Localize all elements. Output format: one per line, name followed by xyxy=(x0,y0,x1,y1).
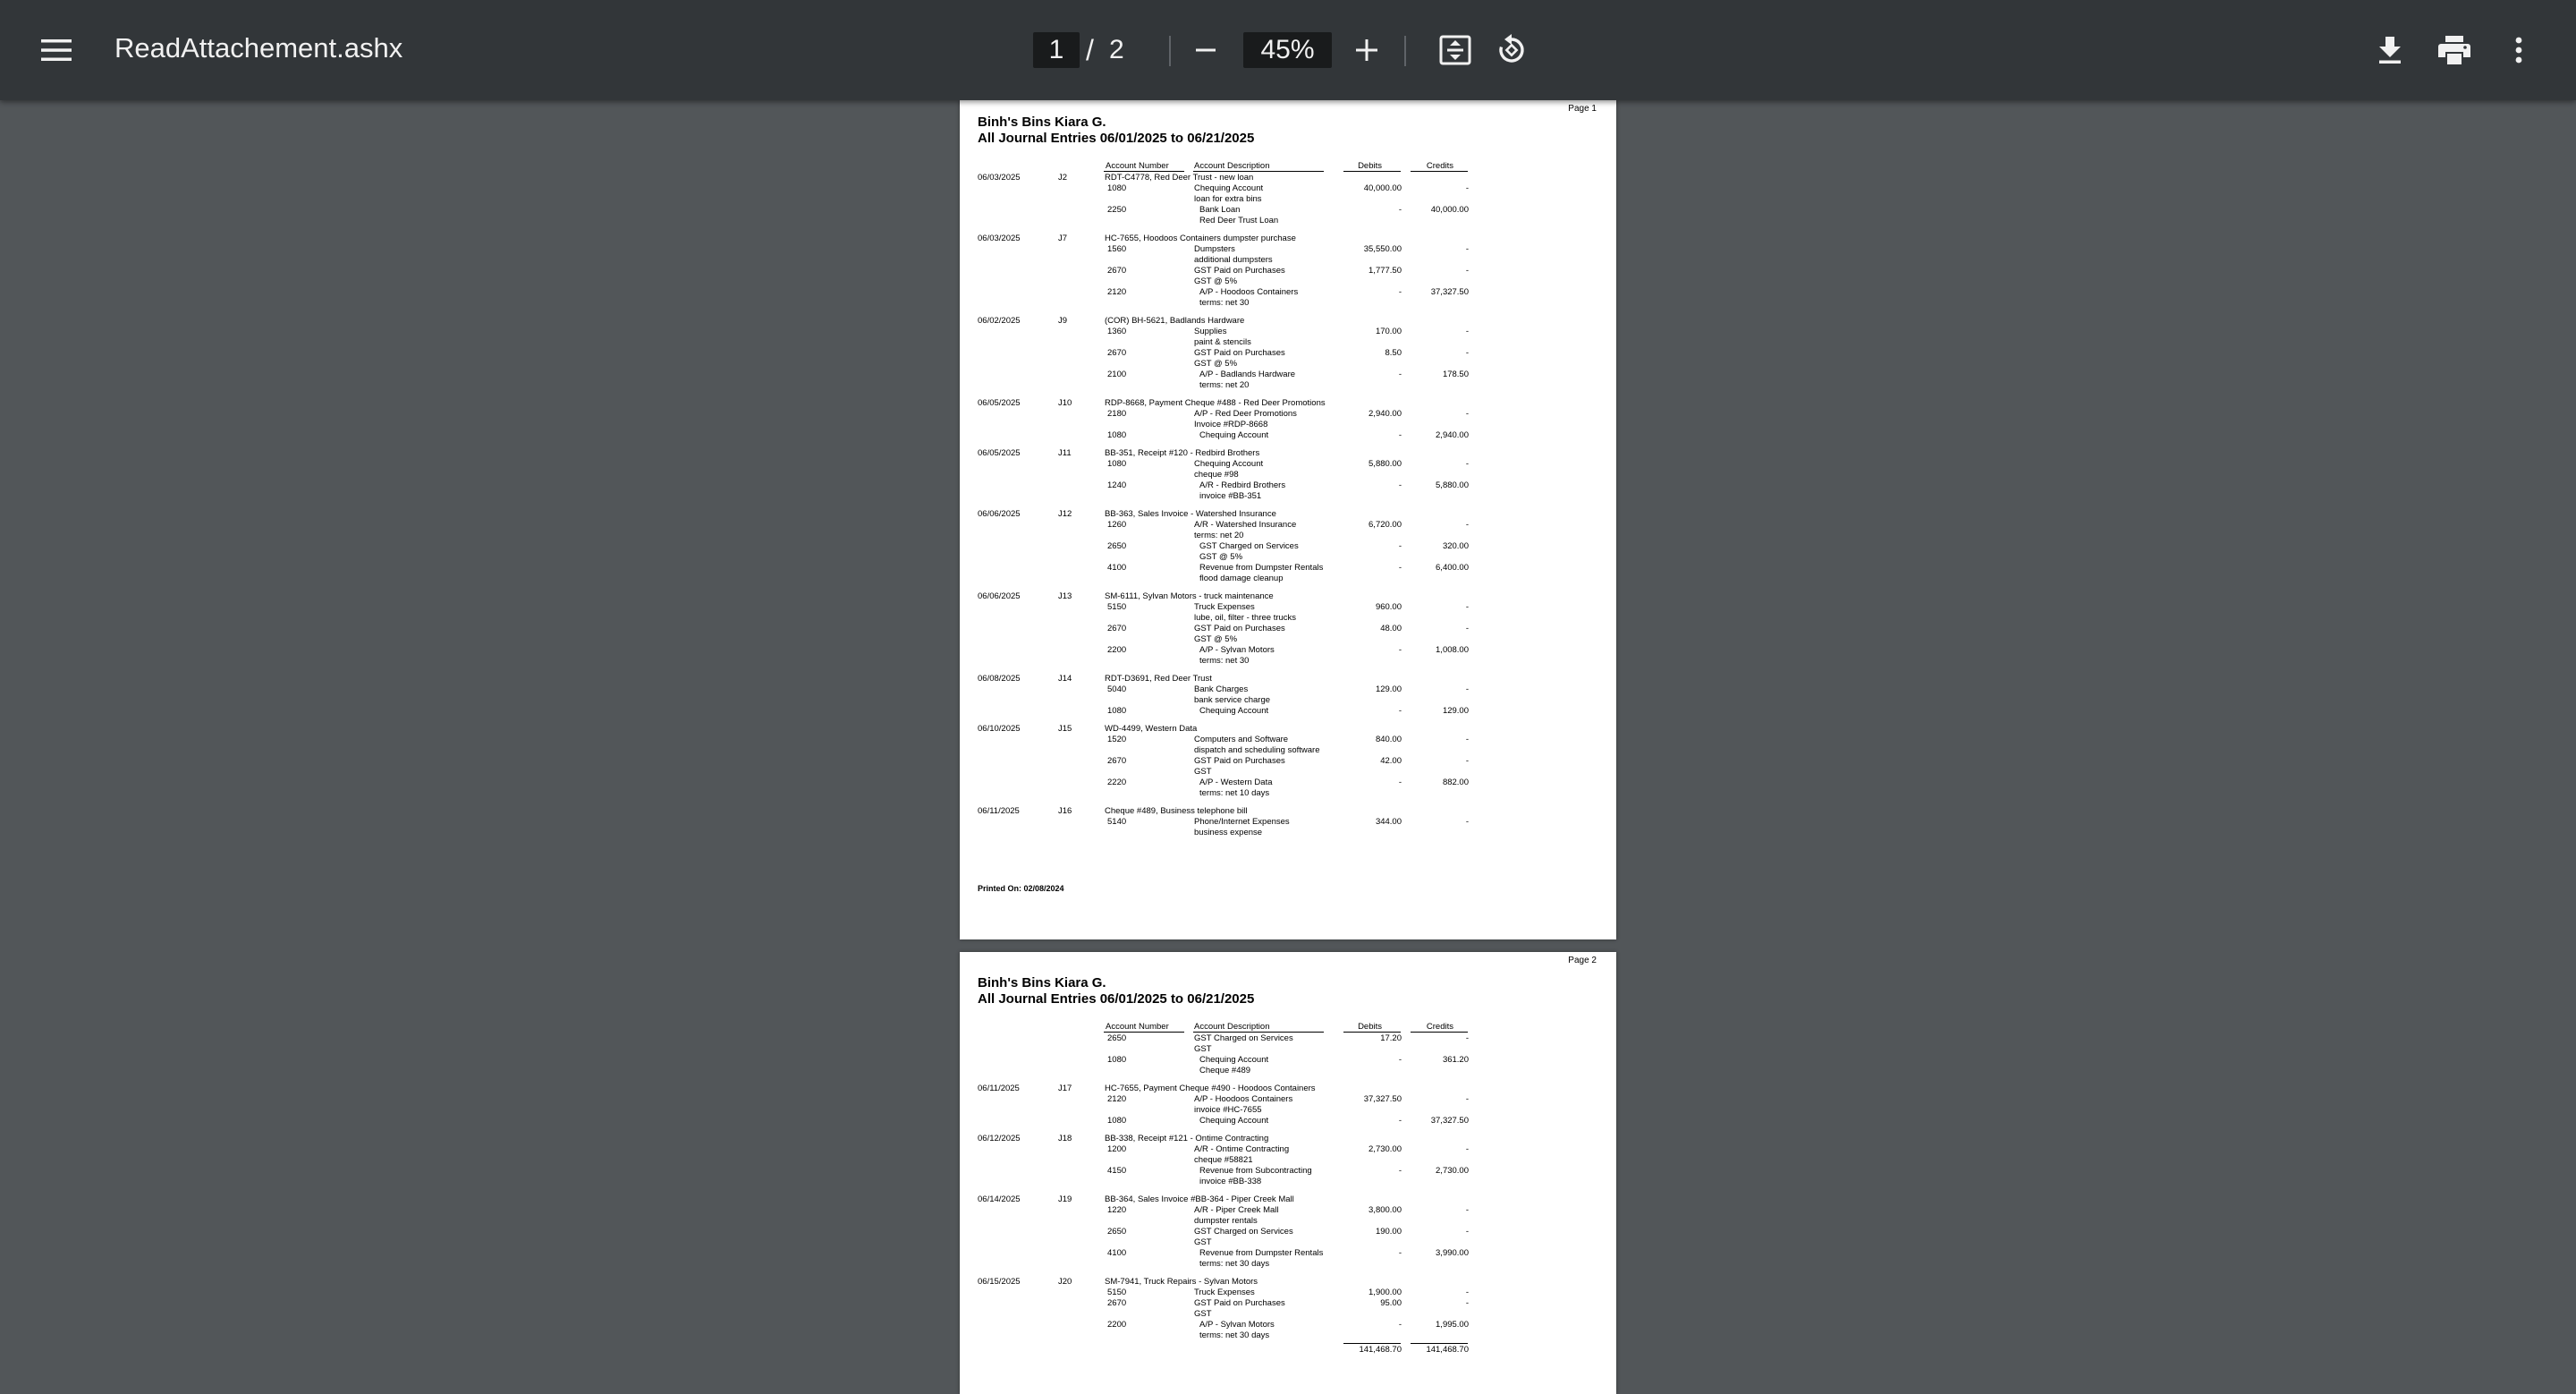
entry-description: BB-364, Sales Invoice #BB-364 - Piper Creek Mall xyxy=(1105,1194,1294,1204)
account-name: GST Paid on Purchases xyxy=(1194,1298,1285,1308)
debit-amount: 17.20 xyxy=(1380,1033,1402,1043)
debit-amount: 42.00 xyxy=(1380,756,1402,766)
debit-amount: - xyxy=(1398,1248,1402,1258)
account-name: Revenue from Dumpster Rentals xyxy=(1199,1248,1324,1258)
line-note: GST @ 5% xyxy=(1194,276,1238,286)
account-number: 1080 xyxy=(1107,183,1127,193)
debit-amount: - xyxy=(1398,370,1402,379)
account-number: 4150 xyxy=(1107,1166,1127,1176)
entry-description: WD-4499, Western Data xyxy=(1105,724,1198,734)
col-header-account-number: Account Number xyxy=(1106,1022,1169,1032)
debit-amount: 2,730.00 xyxy=(1368,1144,1402,1154)
credit-amount: 5,880.00 xyxy=(1436,480,1469,490)
entry-id: J9 xyxy=(1058,316,1068,326)
debit-amount: 840.00 xyxy=(1375,735,1402,744)
line-note: terms: net 20 xyxy=(1199,380,1250,390)
credit-amount: 1,995.00 xyxy=(1436,1320,1469,1330)
total-debits: 141,468.70 xyxy=(1359,1345,1402,1355)
debit-amount: 129.00 xyxy=(1375,684,1402,694)
debit-amount: 2,940.00 xyxy=(1368,409,1402,419)
account-number: 1240 xyxy=(1107,480,1127,490)
credit-amount: 37,327.50 xyxy=(1430,1116,1469,1126)
account-name: Phone/Internet Expenses xyxy=(1194,817,1290,827)
account-number: 5140 xyxy=(1107,817,1127,827)
account-name: Supplies xyxy=(1194,327,1227,336)
entry-date: 06/03/2025 xyxy=(978,173,1021,183)
zoom-level-input[interactable]: 45% xyxy=(1243,32,1332,68)
line-note: Invoice #RDP-8668 xyxy=(1194,420,1268,429)
account-number: 2670 xyxy=(1107,1298,1127,1308)
debit-amount: 1,900.00 xyxy=(1368,1288,1402,1297)
line-note: lube, oil, filter - three trucks xyxy=(1194,613,1297,623)
col-header-credits: Credits xyxy=(1426,1022,1453,1032)
account-name: GST Charged on Services xyxy=(1194,1033,1293,1043)
account-name: A/R - Redbird Brothers xyxy=(1199,480,1286,490)
account-number: 1260 xyxy=(1107,520,1127,530)
account-name: Bank Charges xyxy=(1194,684,1249,694)
line-note: invoice #BB-351 xyxy=(1199,491,1262,501)
column-underline xyxy=(1411,1032,1468,1033)
rotate-button[interactable] xyxy=(1489,29,1534,72)
column-underline xyxy=(1104,1032,1184,1033)
entry-date: 06/11/2025 xyxy=(978,1084,1020,1093)
pdf-page-1 xyxy=(960,100,1616,939)
zoom-in-button[interactable] xyxy=(1346,30,1387,70)
line-note: Red Deer Trust Loan xyxy=(1199,216,1279,225)
debit-amount: 48.00 xyxy=(1380,624,1402,633)
account-name: Dumpsters xyxy=(1194,244,1235,254)
account-name: A/R - Watershed Insurance xyxy=(1194,520,1297,530)
entry-date: 06/06/2025 xyxy=(978,591,1021,601)
entry-description: BB-351, Receipt #120 - Redbird Brothers xyxy=(1105,448,1260,458)
fit-page-icon xyxy=(1439,35,1471,65)
credit-amount: - xyxy=(1465,1094,1469,1104)
print-icon xyxy=(2438,36,2470,64)
debit-amount: - xyxy=(1398,480,1402,490)
account-name: Chequing Account xyxy=(1199,1116,1269,1126)
credit-amount: - xyxy=(1465,756,1469,766)
entry-id: J20 xyxy=(1058,1277,1072,1287)
fit-to-page-button[interactable] xyxy=(1433,29,1478,72)
credit-amount: - xyxy=(1465,1227,1469,1237)
account-name: Truck Expenses xyxy=(1194,1288,1255,1297)
line-note: GST xyxy=(1194,1309,1212,1319)
debit-amount: 5,880.00 xyxy=(1368,459,1402,469)
line-note: paint & stencils xyxy=(1194,337,1251,347)
debit-amount: 190.00 xyxy=(1375,1227,1402,1237)
credit-amount: - xyxy=(1465,1033,1469,1043)
printed-on: Printed On: 02/08/2024 xyxy=(978,884,1064,893)
entry-date: 06/06/2025 xyxy=(978,509,1021,519)
credit-amount: 361.20 xyxy=(1442,1055,1469,1065)
account-name: GST Paid on Purchases xyxy=(1194,624,1285,633)
col-header-debits: Debits xyxy=(1358,1022,1382,1032)
account-name: Revenue from Dumpster Rentals xyxy=(1199,563,1324,573)
debit-amount: 40,000.00 xyxy=(1363,183,1402,193)
debit-amount: 6,720.00 xyxy=(1368,520,1402,530)
line-note: flood damage cleanup xyxy=(1199,574,1284,583)
print-button[interactable] xyxy=(2431,29,2478,72)
column-underline xyxy=(1343,1343,1401,1344)
debit-amount: 3,800.00 xyxy=(1368,1205,1402,1215)
column-underline xyxy=(1343,1032,1401,1033)
entry-description: RDT-C4778, Red Deer Trust - new loan xyxy=(1105,173,1254,183)
account-number: 5150 xyxy=(1107,602,1127,612)
download-icon xyxy=(2377,36,2402,64)
rotate-icon xyxy=(1495,33,1529,67)
entry-id: J13 xyxy=(1058,591,1072,601)
account-name: Revenue from Subcontracting xyxy=(1199,1166,1312,1176)
account-number: 2220 xyxy=(1107,778,1127,787)
menu-button[interactable] xyxy=(34,28,79,72)
credit-amount: - xyxy=(1465,266,1469,276)
line-note: GST xyxy=(1194,1044,1212,1054)
account-number: 2120 xyxy=(1107,287,1127,297)
account-number: 1080 xyxy=(1107,459,1127,469)
credit-amount: - xyxy=(1465,459,1469,469)
account-number: 1560 xyxy=(1107,244,1127,254)
col-header-account-description: Account Description xyxy=(1194,161,1270,171)
debit-amount: 170.00 xyxy=(1375,327,1402,336)
pdf-toolbar xyxy=(0,0,2576,100)
credit-amount: 1,008.00 xyxy=(1436,645,1469,655)
account-name: A/P - Hoodoos Containers xyxy=(1199,287,1299,297)
debit-amount: - xyxy=(1398,778,1402,787)
line-note: terms: net 30 days xyxy=(1199,1330,1270,1340)
zoom-in-icon xyxy=(1355,38,1378,62)
line-note: Cheque #489 xyxy=(1199,1066,1251,1075)
zoom-out-icon xyxy=(1195,39,1216,61)
zoom-out-button[interactable] xyxy=(1185,30,1226,70)
page-total: 2 xyxy=(1109,35,1124,64)
account-name: A/R - Ontime Contracting xyxy=(1194,1144,1290,1154)
debit-amount: - xyxy=(1398,1116,1402,1126)
account-number: 1220 xyxy=(1107,1205,1127,1215)
account-number: 2650 xyxy=(1107,1227,1127,1237)
entry-id: J18 xyxy=(1058,1134,1072,1143)
entry-id: J15 xyxy=(1058,724,1072,734)
entry-id: J16 xyxy=(1058,806,1072,816)
credit-amount: - xyxy=(1465,1205,1469,1215)
credit-amount: - xyxy=(1465,409,1469,419)
account-number: 1080 xyxy=(1107,706,1127,716)
account-name: GST Charged on Services xyxy=(1199,541,1299,551)
account-number: 4100 xyxy=(1107,1248,1127,1258)
report-subtitle: All Journal Entries 06/01/2025 to 06/21/2025 xyxy=(978,991,1255,1007)
credit-amount: - xyxy=(1465,1288,1469,1297)
entry-id: J2 xyxy=(1058,173,1068,183)
line-note: dumpster rentals xyxy=(1194,1216,1258,1226)
account-name: A/P - Hoodoos Containers xyxy=(1194,1094,1293,1104)
entry-description: SM-6111, Sylvan Motors - truck maintenance xyxy=(1105,591,1274,601)
column-underline xyxy=(1343,171,1401,172)
col-header-credits: Credits xyxy=(1426,161,1453,171)
debit-amount: - xyxy=(1398,287,1402,297)
entry-description: HC-7655, Hoodoos Containers dumpster purchase xyxy=(1105,234,1296,243)
line-note: additional dumpsters xyxy=(1194,255,1273,265)
account-number: 2670 xyxy=(1107,624,1127,633)
line-note: cheque #98 xyxy=(1194,470,1239,480)
line-note: invoice #BB-338 xyxy=(1199,1177,1262,1186)
debit-amount: 960.00 xyxy=(1375,602,1402,612)
entry-id: J19 xyxy=(1058,1194,1072,1204)
credit-amount: - xyxy=(1465,735,1469,744)
credit-amount: - xyxy=(1465,684,1469,694)
toolbar-divider xyxy=(1169,36,1171,66)
entry-description: HC-7655, Payment Cheque #490 - Hoodoos Containers xyxy=(1105,1084,1316,1093)
page-number-label: Page 2 xyxy=(1568,956,1597,965)
line-note: invoice #HC-7655 xyxy=(1194,1105,1262,1115)
entry-id: J10 xyxy=(1058,398,1072,408)
account-number: 2650 xyxy=(1107,541,1127,551)
account-number: 1080 xyxy=(1107,430,1127,440)
col-header-debits: Debits xyxy=(1358,161,1382,171)
line-note: GST @ 5% xyxy=(1194,359,1238,369)
report-subtitle: All Journal Entries 06/01/2025 to 06/21/2025 xyxy=(978,131,1255,146)
line-note: terms: net 10 days xyxy=(1199,788,1270,798)
credit-amount: 3,990.00 xyxy=(1436,1248,1469,1258)
debit-amount: 37,327.50 xyxy=(1363,1094,1402,1104)
credit-amount: 2,730.00 xyxy=(1436,1166,1469,1176)
debit-amount: - xyxy=(1398,205,1402,215)
account-number: 2670 xyxy=(1107,348,1127,358)
account-number: 2650 xyxy=(1107,1033,1127,1043)
entry-description: RDT-D3691, Red Deer Trust xyxy=(1105,674,1212,684)
line-note: terms: net 30 xyxy=(1199,298,1250,308)
report-company: Binh's Bins Kiara G. xyxy=(978,115,1106,130)
col-header-account-number: Account Number xyxy=(1106,161,1169,171)
debit-amount: - xyxy=(1398,1320,1402,1330)
more-vert-icon xyxy=(2515,37,2522,64)
account-number: 5040 xyxy=(1107,684,1127,694)
debit-amount: 35,550.00 xyxy=(1363,244,1402,254)
credit-amount: - xyxy=(1465,1298,1469,1308)
debit-amount: - xyxy=(1398,563,1402,573)
menu-icon xyxy=(41,38,72,63)
col-header-account-description: Account Description xyxy=(1194,1022,1270,1032)
credit-amount: - xyxy=(1465,602,1469,612)
account-number: 1080 xyxy=(1107,1116,1127,1126)
debit-amount: - xyxy=(1398,1055,1402,1065)
entry-date: 06/14/2025 xyxy=(978,1194,1021,1204)
entry-description: RDP-8668, Payment Cheque #488 - Red Deer Promotions xyxy=(1105,398,1326,408)
debit-amount: 8.50 xyxy=(1385,348,1402,358)
account-number: 2180 xyxy=(1107,409,1127,419)
credit-amount: - xyxy=(1465,244,1469,254)
account-name: GST Charged on Services xyxy=(1194,1227,1293,1237)
debit-amount: 95.00 xyxy=(1380,1298,1402,1308)
line-note: terms: net 30 days xyxy=(1199,1259,1270,1269)
account-name: Chequing Account xyxy=(1199,706,1269,716)
line-note: GST xyxy=(1194,767,1212,777)
account-number: 2200 xyxy=(1107,645,1127,655)
account-name: Computers and Software xyxy=(1194,735,1289,744)
credit-amount: 320.00 xyxy=(1442,541,1469,551)
account-name: Bank Loan xyxy=(1199,205,1241,215)
credit-amount: - xyxy=(1465,183,1469,193)
entry-description: BB-338, Receipt #121 - Ontime Contracting xyxy=(1105,1134,1269,1143)
page-number-input[interactable]: 1 xyxy=(1033,32,1080,68)
entry-id: J12 xyxy=(1058,509,1072,519)
credit-amount: 129.00 xyxy=(1442,706,1469,716)
credit-amount: 178.50 xyxy=(1442,370,1469,379)
account-name: Truck Expenses xyxy=(1194,602,1255,612)
line-note: terms: net 30 xyxy=(1199,656,1250,666)
debit-amount: - xyxy=(1398,430,1402,440)
account-number: 2670 xyxy=(1107,266,1127,276)
account-number: 2250 xyxy=(1107,205,1127,215)
column-underline xyxy=(1104,171,1184,172)
line-note: GST xyxy=(1194,1237,1212,1247)
entry-date: 06/03/2025 xyxy=(978,234,1021,243)
account-name: A/P - Sylvan Motors xyxy=(1199,645,1275,655)
column-underline xyxy=(1411,171,1468,172)
entry-date: 06/05/2025 xyxy=(978,448,1021,458)
entry-description: SM-7941, Truck Repairs - Sylvan Motors xyxy=(1105,1277,1258,1287)
page-number-label: Page 1 xyxy=(1568,104,1597,114)
account-number: 1520 xyxy=(1107,735,1127,744)
line-note: bank service charge xyxy=(1194,695,1271,705)
line-note: business expense xyxy=(1194,828,1263,837)
debit-amount: - xyxy=(1398,706,1402,716)
entry-date: 06/12/2025 xyxy=(978,1134,1021,1143)
credit-amount: - xyxy=(1465,327,1469,336)
account-name: A/P - Badlands Hardware xyxy=(1199,370,1296,379)
entry-date: 06/11/2025 xyxy=(978,806,1020,816)
entry-id: J14 xyxy=(1058,674,1072,684)
line-note: GST @ 5% xyxy=(1199,552,1243,562)
account-number: 2200 xyxy=(1107,1320,1127,1330)
document-viewer[interactable] xyxy=(0,100,2576,1394)
entry-date: 06/02/2025 xyxy=(978,316,1021,326)
account-name: GST Paid on Purchases xyxy=(1194,266,1285,276)
account-name: A/P - Western Data xyxy=(1199,778,1273,787)
total-credits: 141,468.70 xyxy=(1426,1345,1469,1355)
download-button[interactable] xyxy=(2368,29,2411,72)
more-options-button[interactable] xyxy=(2501,29,2537,72)
page-separator: / xyxy=(1086,34,1094,66)
entry-description: Cheque #489, Business telephone bill xyxy=(1105,806,1248,816)
entry-date: 06/08/2025 xyxy=(978,674,1021,684)
toolbar-divider xyxy=(1404,36,1406,66)
credit-amount: - xyxy=(1465,624,1469,633)
account-number: 2120 xyxy=(1107,1094,1127,1104)
account-name: Chequing Account xyxy=(1199,430,1269,440)
account-number: 2670 xyxy=(1107,756,1127,766)
account-number: 1360 xyxy=(1107,327,1127,336)
credit-amount: 882.00 xyxy=(1442,778,1469,787)
line-note: terms: net 20 xyxy=(1194,531,1244,540)
debit-amount: - xyxy=(1398,541,1402,551)
account-number: 2100 xyxy=(1107,370,1127,379)
entry-id: J7 xyxy=(1058,234,1068,243)
entry-id: J11 xyxy=(1058,448,1072,458)
account-name: A/R - Piper Creek Mall xyxy=(1194,1205,1279,1215)
document-title: ReadAttachement.ashx xyxy=(114,32,403,64)
credit-amount: 37,327.50 xyxy=(1430,287,1469,297)
debit-amount: 1,777.50 xyxy=(1368,266,1402,276)
account-name: A/P - Red Deer Promotions xyxy=(1194,409,1297,419)
entry-date: 06/05/2025 xyxy=(978,398,1021,408)
account-name: Chequing Account xyxy=(1194,183,1264,193)
debit-amount: - xyxy=(1398,645,1402,655)
entry-id: J17 xyxy=(1058,1084,1072,1093)
line-note: GST @ 5% xyxy=(1194,634,1238,644)
debit-amount: - xyxy=(1398,1166,1402,1176)
column-underline xyxy=(1411,1343,1468,1344)
credit-amount: - xyxy=(1465,817,1469,827)
entry-date: 06/15/2025 xyxy=(978,1277,1021,1287)
credit-amount: 40,000.00 xyxy=(1430,205,1469,215)
credit-amount: - xyxy=(1465,520,1469,530)
line-note: dispatch and scheduling software xyxy=(1194,745,1320,755)
account-name: GST Paid on Purchases xyxy=(1194,756,1285,766)
column-underline xyxy=(1193,171,1324,172)
entry-description: BB-363, Sales Invoice - Watershed Insurance xyxy=(1105,509,1276,519)
credit-amount: 6,400.00 xyxy=(1436,563,1469,573)
entry-date: 06/10/2025 xyxy=(978,724,1021,734)
credit-amount: 2,940.00 xyxy=(1436,430,1469,440)
account-name: GST Paid on Purchases xyxy=(1194,348,1285,358)
account-number: 4100 xyxy=(1107,563,1127,573)
account-name: A/P - Sylvan Motors xyxy=(1199,1320,1275,1330)
debit-amount: 344.00 xyxy=(1375,817,1402,827)
report-company: Binh's Bins Kiara G. xyxy=(978,975,1106,990)
account-name: Chequing Account xyxy=(1194,459,1264,469)
pdf-page-2 xyxy=(960,952,1616,1394)
account-name: Chequing Account xyxy=(1199,1055,1269,1065)
entry-description: (COR) BH-5621, Badlands Hardware xyxy=(1105,316,1245,326)
credit-amount: - xyxy=(1465,1144,1469,1154)
credit-amount: - xyxy=(1465,348,1469,358)
line-note: cheque #58821 xyxy=(1194,1155,1253,1165)
line-note: loan for extra bins xyxy=(1194,194,1262,204)
account-number: 5150 xyxy=(1107,1288,1127,1297)
account-number: 1200 xyxy=(1107,1144,1127,1154)
column-underline xyxy=(1193,1032,1324,1033)
account-number: 1080 xyxy=(1107,1055,1127,1065)
